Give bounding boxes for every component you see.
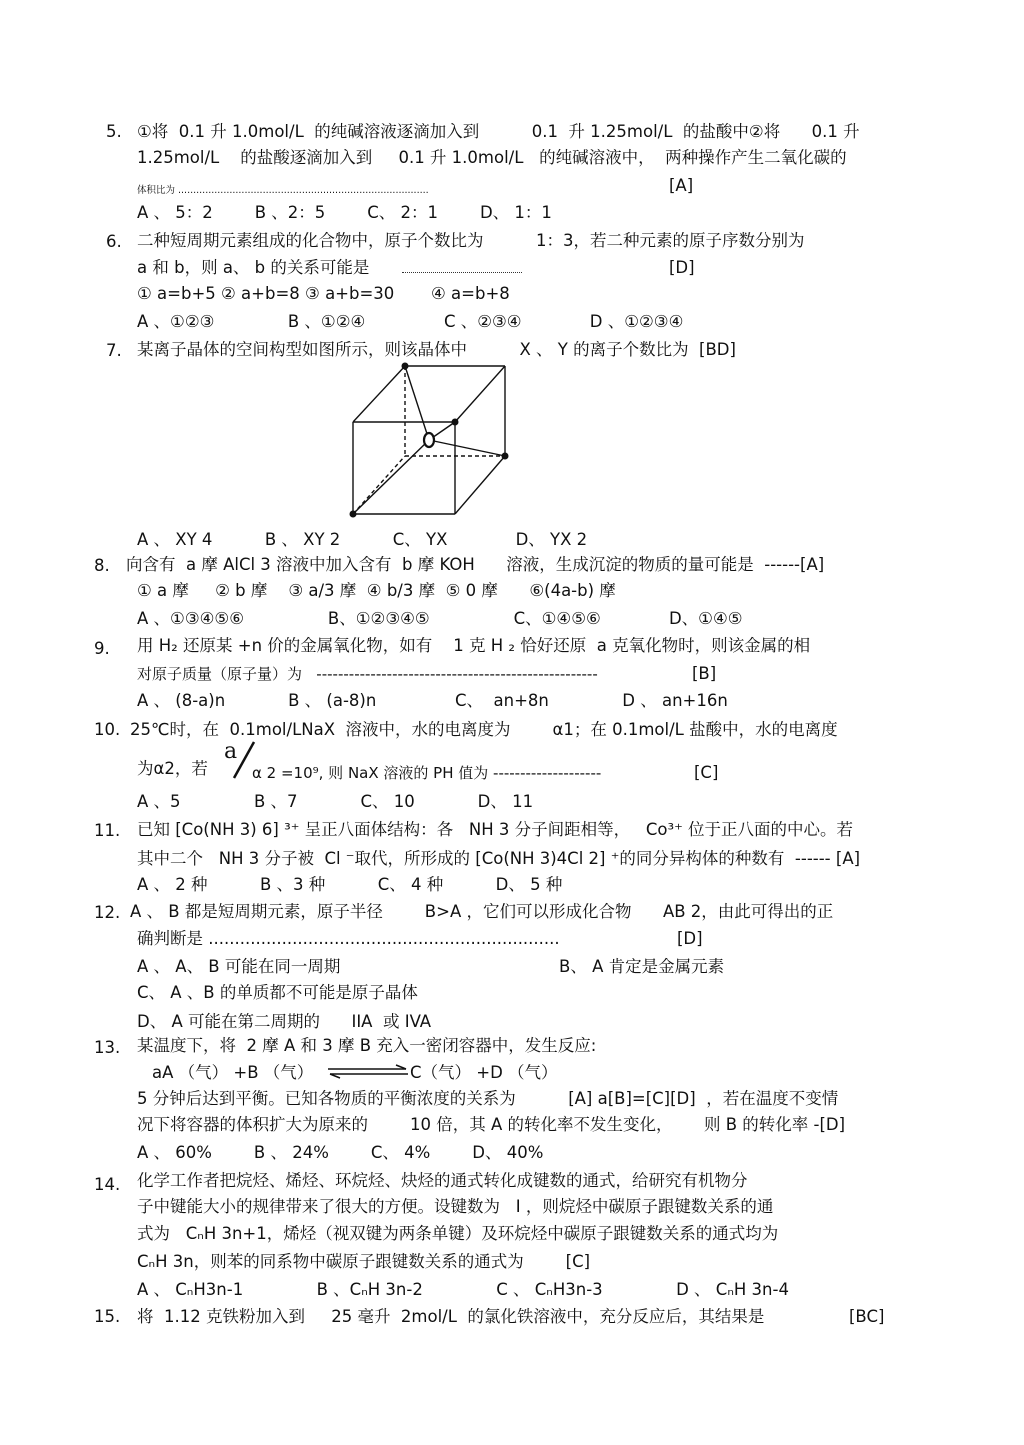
question-9-answer: [B] (692, 664, 717, 683)
question-6-number: 6. (106, 232, 122, 251)
question-12-option-b: B、 A 肯定是金属元素 (559, 957, 725, 976)
question-13-line-4: 况下将容器的体积扩大为原来的 10 倍，其 A 的转化率不发生变化， 则 B 的转化率 -[D] (137, 1115, 846, 1134)
question-12-answer: [D] (677, 929, 703, 948)
question-8-number: 8. (94, 556, 110, 575)
question-12-number: 12. (94, 903, 121, 922)
question-6-answer: [D] (669, 258, 695, 277)
question-6-options: A 、①②③ B 、①②④ C 、②③④ D 、①②③④ (137, 312, 684, 331)
question-14-number: 14. (94, 1175, 121, 1194)
question-10-line-2b: α 2 =10⁹, 则 NaX 溶液的 PH 值为 -------------------- (252, 764, 602, 782)
question-9-line-1: 用 H₂ 还原某 +n 价的金属氧化物，如有 1 克 H ₂ 恰好还原 a 克氧化物时，则该金属的相 (137, 636, 811, 655)
question-11-options: A 、 2 种 B 、3 种 C、 4 种 D、 5 种 (137, 875, 563, 894)
question-10-options: A 、5 B 、7 C、 10 D、 11 (137, 792, 534, 811)
question-10-line-2a: 为α2，若 (137, 759, 208, 778)
question-5-line-3: 体积比为 ................................................................................... (137, 185, 429, 196)
question-8-line-2: ① a 摩 ② b 摩 ③ a/3 摩 ④ b/3 摩 ⑤ 0 摩 ⑥(4a-b) 摩 (137, 581, 616, 600)
question-9-options: A 、 (8-a)n B 、 (a-8)n C、 an+8n D 、 an+16n (137, 691, 728, 710)
answer-blank-dots (402, 272, 522, 273)
question-8-options: A 、①③④⑤⑥ B、①②③④⑤ C、①④⑤⑥ D、①④⑤ (137, 609, 743, 628)
question-8-line-1: 向含有 a 摩 AlCl 3 溶液中加入含有 b 摩 KOH 溶液，生成沉淀的物质的量可能是 ------[A] (126, 555, 825, 574)
question-12-line-1: A 、 B 都是短周期元素，原子半径 B>A ，它们可以形成化合物 AB 2，由此可得出的正 (130, 902, 834, 921)
question-15-number: 15. (94, 1307, 121, 1326)
question-10-number: 10. (94, 720, 121, 739)
question-6-line-3: ① a=b+5 ② a+b=8 ③ a+b=30 ④ a=b+8 (137, 284, 510, 303)
question-12-option-d: D、 A 可能在第二周期的 IIA 或 IVA (137, 1012, 432, 1031)
question-10-answer: [C] (694, 763, 719, 782)
question-13-line-3: 5 分钟后达到平衡。已知各物质的平衡浓度的关系为 [A] a[B]=[C][D] ，若在温度不变情 (137, 1089, 839, 1108)
question-9-number: 9. (94, 639, 110, 658)
svg-text:a: a (224, 739, 238, 764)
question-12-line-2: 确判断是 ................................................................... (137, 929, 560, 948)
question-11-line-2: 其中二个 NH 3 分子被 Cl ⁻取代，所形成的 [Co(NH 3)4Cl 2] ⁺的同分异构体的种数有 ------ [A] (137, 849, 861, 868)
question-14-line-4: CₙH 3n，则苯的同系物中碳原子跟键数关系的通式为 [C] (137, 1252, 591, 1271)
question-5-answer: [A] (669, 176, 694, 195)
question-13-equation-left: aA （气） +B （气） (152, 1063, 314, 1082)
question-5-number: 5. (106, 122, 122, 141)
question-5-line-2: 1.25mol/L 的盐酸逐滴加入到 0.1 升 1.0mol/L 的纯碱溶液中， 两种操作产生二氧化碳的 (137, 148, 847, 167)
question-15-answer: [BC] (849, 1307, 885, 1326)
question-11-number: 11. (94, 821, 121, 840)
question-7-number: 7. (106, 341, 122, 360)
question-14-options: A 、 CₙH3n-1 B 、CₙH 3n-2 C 、 CₙH3n-3 D 、 CₙH 3n-4 (137, 1280, 789, 1299)
question-13-equation-right: C（气） +D （气） (410, 1063, 558, 1082)
question-5-options: A 、 5：2 B 、2：5 C、 2：1 D、 1：1 (137, 203, 552, 222)
question-10-line-1: 25℃时，在 0.1mol/LNaX 溶液中，水的电离度为 α1；在 0.1mol/L 盐酸中，水的电离度 (130, 720, 838, 739)
question-12-option-c: C、 A 、B 的单质都不可能是原子晶体 (137, 983, 418, 1002)
question-15-line-1: 将 1.12 克铁粉加入到 25 毫升 2mol/L 的氯化铁溶液中，充分反应后，其结果是 (137, 1307, 765, 1326)
question-6-line-2: a 和 b，则 a、 b 的关系可能是 (137, 258, 370, 277)
question-14-line-1: 化学工作者把烷烃、烯烃、环烷烃、炔烃的通式转化成键数的通式，给研究有机物分 (137, 1171, 748, 1190)
question-13-options: A 、 60% B 、 24% C、 4% D、 40% (137, 1143, 544, 1162)
question-6-line-1: 二种短周期元素组成的化合物中，原子个数比为 1：3，若二种元素的原子序数分别为 (137, 231, 805, 250)
question-12-option-a: A 、 A、 B 可能在同一周期 (137, 957, 341, 976)
question-7-line-1: 某离子晶体的空间构型如图所示，则该晶体中 X 、 Y 的离子个数比为 [BD] (137, 340, 736, 359)
crystal-cube-figure (345, 358, 515, 518)
question-13-number: 13. (94, 1038, 121, 1057)
question-14-line-3: 式为 CₙH 3n+1，烯烃（视双键为两条单键）及环烷烃中碳原子跟键数关系的通式均为 (137, 1224, 779, 1243)
question-9-line-2: 对原子质量（原子量）为 ---------------------------------------------------- (137, 665, 598, 683)
question-13-line-1: 某温度下，将 2 摩 A 和 3 摩 B 充入一密闭容器中，发生反应: (137, 1036, 597, 1055)
question-5-line-1: ①将 0.1 升 1.0mol/L 的纯碱溶液逐滴加入到 0.1 升 1.25mol/L 的盐酸中②将 0.1 升 (137, 122, 860, 141)
question-11-line-1: 已知 [Co(NH 3) 6] ³⁺ 呈正八面体结构：各 NH 3 分子间距相等， Co³⁺ 位于正八面的中心。若 (137, 820, 854, 839)
question-7-options: A 、 XY 4 B 、 XY 2 C、 YX D、 YX 2 (137, 530, 588, 549)
question-14-line-2: 子中键能大小的规律带来了很大的方便。设键数为 I ，则烷烃中碳原子跟键数关系的通 (137, 1197, 774, 1216)
equilibrium-arrow (326, 1064, 410, 1080)
